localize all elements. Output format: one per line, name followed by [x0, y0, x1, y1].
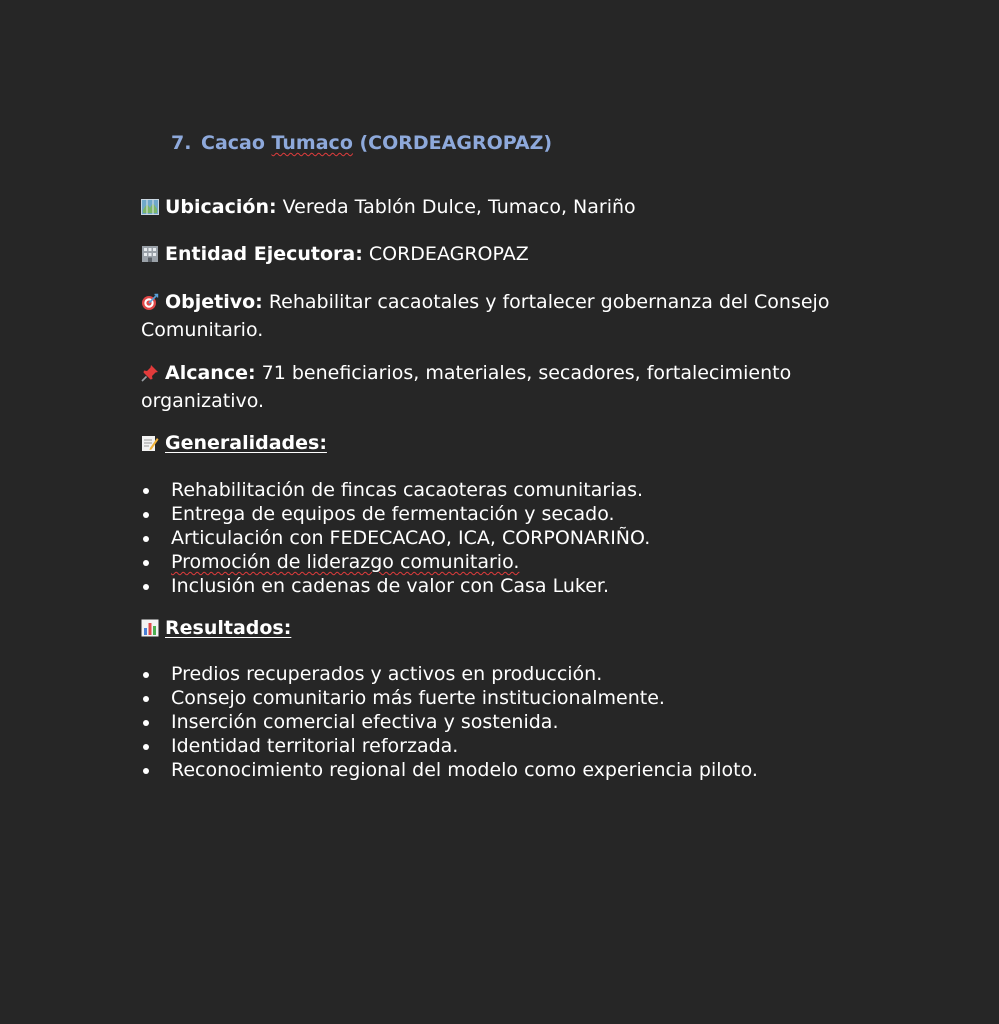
- resultados-title-text: Resultados:: [165, 617, 292, 639]
- heading-title-end: (CORDEAGROPAZ): [352, 132, 553, 154]
- heading-number: 7.: [171, 132, 192, 154]
- list-item: Promoción de liderazgo comunitario.: [141, 550, 650, 574]
- objetivo-label: Objetivo:: [165, 291, 263, 313]
- list-item: Identidad territorial reforzada.: [141, 734, 758, 758]
- generalidades-list: [141, 478, 650, 598]
- office-building-icon: [141, 243, 159, 261]
- list-item: Predios recuperados y activos en producción.: [141, 662, 758, 686]
- section-heading: [171, 130, 552, 156]
- heading-title-start: Cacao: [201, 132, 272, 154]
- entidad-label: Entidad Ejecutora:: [165, 243, 363, 265]
- list-item: Articulación con FEDECACAO, ICA, CORPONARIÑO.: [141, 526, 650, 550]
- ubicacion-field: [141, 193, 861, 221]
- alcance-value: 71 beneficiarios, materiales, secadores, fortalecimiento organizativo.: [141, 362, 792, 412]
- list-item: Consejo comunitario más fuerte institucionalmente.: [141, 686, 758, 710]
- target-icon: [141, 291, 159, 309]
- alcance-label: Alcance:: [165, 362, 256, 384]
- list-item: Rehabilitación de fincas cacaoteras comunitarias.: [141, 478, 650, 502]
- resultados-list: [141, 662, 758, 782]
- entidad-value: CORDEAGROPAZ: [362, 243, 529, 265]
- objetivo-value: Rehabilitar cacaotales y fortalecer gobernanza del Consejo Comunitario.: [141, 291, 830, 341]
- ubicacion-label: Ubicación:: [165, 196, 277, 218]
- list-item: Inserción comercial efectiva y sostenida.: [141, 710, 758, 734]
- ubicacion-value: Vereda Tablón Dulce, Tumaco, Nariño: [276, 196, 636, 218]
- generalidades-title-text: Generalidades:: [165, 432, 327, 454]
- pushpin-icon: [141, 362, 159, 380]
- memo-icon: [141, 432, 159, 450]
- map-icon: [141, 196, 159, 214]
- objetivo-field: [141, 288, 861, 344]
- list-item: Entrega de equipos de fermentación y secado.: [141, 502, 650, 526]
- list-item: Reconocimiento regional del modelo como experiencia piloto.: [141, 758, 758, 782]
- list-item: Inclusión en cadenas de valor con Casa Luker.: [141, 574, 650, 598]
- alcance-field: [141, 359, 861, 415]
- entidad-field: [141, 240, 861, 268]
- generalidades-title: [141, 429, 327, 457]
- bar-chart-icon: [141, 617, 159, 635]
- heading-title-misspelled: Tumaco: [271, 132, 353, 154]
- resultados-title: [141, 614, 291, 642]
